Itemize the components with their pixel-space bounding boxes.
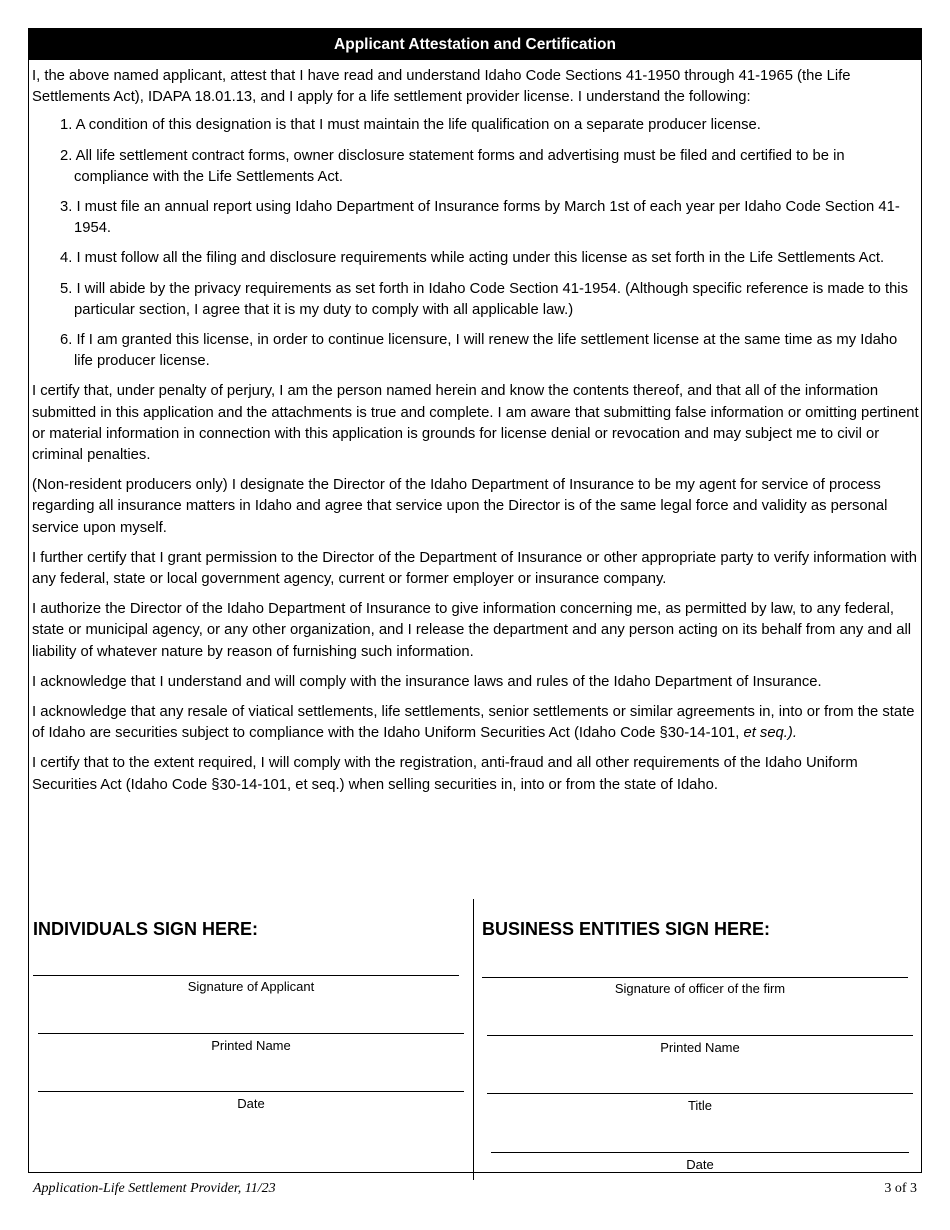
- section-header: Applicant Attestation and Certification: [29, 29, 921, 60]
- list-item: 6. If I am granted this license, in order to continue licensure, I will renew the life settlement license at the same time as my Idaho life producer license.: [60, 332, 898, 370]
- footer-form-name: Application-Life Settlement Provider, 11/23: [33, 1181, 276, 1196]
- list-item: 1. A condition of this designation is that I must maintain the life qualification on a separate producer license.: [60, 117, 761, 134]
- business-heading: BUSINESS ENTITIES SIGN HERE:: [482, 919, 771, 939]
- column-divider: [473, 899, 474, 1180]
- authorization-paragraph: I authorize the Director of the Idaho Department of Insurance to give information concerning me, as permitted by law, to any federal, state or municipal agency, or any other organization, and I release the department and any person acting on its behalf from any and all liability of whatever nature by reason of furnishing such information.: [32, 601, 912, 660]
- business-date-label: Date: [686, 1157, 714, 1172]
- individual-date-label: Date: [237, 1096, 265, 1111]
- securities-text: I acknowledge that any resale of viatical settlements, life settlements, senior settlements or similar agreements in, into or from the state of Idaho are securities subject to compliance with the Idaho Uniform Securities Act (Idaho Code §30-14-101,: [32, 704, 915, 742]
- individual-printed-name-line[interactable]: [38, 1033, 464, 1034]
- intro-paragraph: I, the above named applicant, attest that I have read and understand Idaho Code Sections 41-1950 through 41-1965 (the Life Settlements Act), IDAPA 18.01.13, and I apply for a life settlement provider license. I understand the following:: [32, 68, 851, 106]
- business-title-label: Title: [687, 1098, 713, 1113]
- officer-signature-label: Signature of officer of the firm: [614, 981, 786, 996]
- business-sign-section: [482, 919, 914, 940]
- applicant-signature-label: Signature of Applicant: [187, 979, 315, 994]
- business-printed-name-label: Printed Name: [660, 1040, 740, 1055]
- final-paragraph: I certify that to the extent required, I will comply with the registration, anti-fraud and all other requirements of the Idaho Uniform Securities Act (Idaho Code §30-14-101, et seq.) when selling securities in, into or from the state of Idaho.: [32, 755, 858, 793]
- individual-printed-name-label: Printed Name: [211, 1038, 291, 1053]
- applicant-signature-line[interactable]: [33, 975, 459, 976]
- list-item: 4. I must follow all the filing and disclosure requirements while acting under this license as set forth in the Life Settlements Act.: [60, 250, 885, 267]
- individuals-heading: INDIVIDUALS SIGN HERE:: [33, 919, 259, 939]
- business-title-line[interactable]: [487, 1093, 913, 1094]
- nonresident-paragraph: (Non-resident producers only) I designate the Director of the Idaho Department of Insurance to be my agent for service of process regarding all insurance matters in Idaho and agree that service upon the Director is of the same legal force and validity as personal service upon myself.: [32, 477, 888, 536]
- business-date-line[interactable]: [491, 1152, 909, 1153]
- business-printed-name-line[interactable]: [487, 1035, 913, 1036]
- officer-signature-line[interactable]: [482, 977, 908, 978]
- attestation-text: [32, 66, 920, 805]
- compliance-paragraph: I acknowledge that I understand and will comply with the insurance laws and rules of the Idaho Department of Insurance.: [32, 673, 822, 690]
- list-item: 3. I must file an annual report using Idaho Department of Insurance forms by March 1st of each year per Idaho Code Section 41-1954.: [60, 199, 900, 237]
- individual-date-line[interactable]: [38, 1091, 464, 1092]
- list-item: 5. I will abide by the privacy requirements as set forth in Idaho Code Section 41-1954. (Although specific reference is made to this particular section, I agree that it is my duty to comply with all applicable law.): [60, 280, 908, 318]
- securities-paragraph: [32, 702, 920, 744]
- individuals-sign-section: [33, 919, 465, 940]
- perjury-paragraph: I certify that, under penalty of perjury, I am the person named herein and know the contents thereof, and that all of the information submitted in this application and the attachments is true and complete. I am aware that submitting false information or omitting pertinent or material information in connection with this application is grounds for license denial or revocation and may subject me to civil or criminal penalties.: [32, 383, 919, 464]
- footer-page-number: 3 of 3: [884, 1181, 917, 1196]
- securities-italic: et seq.).: [743, 725, 797, 742]
- attestation-form: [28, 28, 922, 1173]
- list-item: 2. All life settlement contract forms, owner disclosure statement forms and advertising must be filed and certified to be in compliance with the Life Settlements Act.: [60, 147, 845, 185]
- permission-paragraph: I further certify that I grant permission to the Director of the Department of Insurance or other appropriate party to verify information with any federal, state or local government agency, current or former employer or insurance company.: [32, 549, 917, 588]
